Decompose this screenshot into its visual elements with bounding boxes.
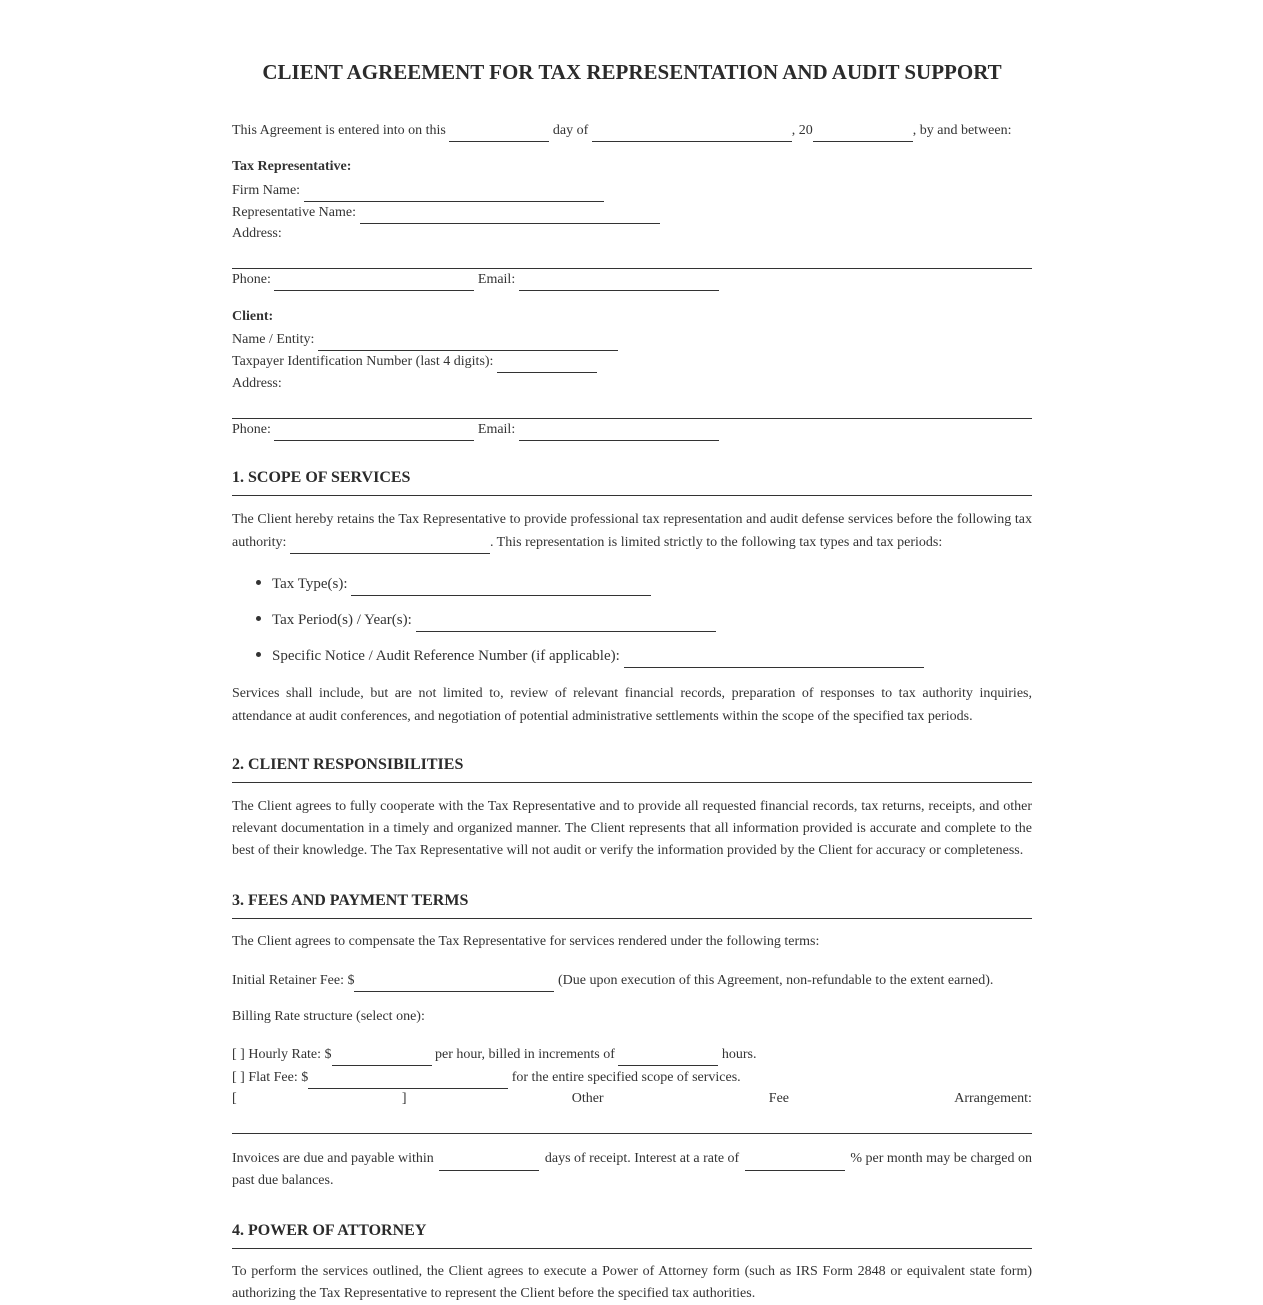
invoice-line-2: past due balances.: [232, 1173, 334, 1188]
hourly-rate-line: [232, 1043, 1032, 1066]
section-1-heading: 1. SCOPE OF SERVICES: [232, 467, 1032, 496]
rep-firm-line: [232, 179, 1032, 202]
rep-name-label: Representative Name:: [232, 205, 357, 220]
flat-fee-text: for the entire specified scope of services.: [511, 1070, 741, 1085]
rep-email-label: Email:: [477, 272, 516, 287]
hourly-rate-blank[interactable]: [332, 1043, 432, 1066]
billing-structure-label: Billing Rate structure (select one):: [232, 1009, 425, 1024]
client-phone-label: Phone:: [232, 422, 271, 437]
rep-contact-line: [232, 268, 1032, 291]
client-email-label: Email:: [477, 422, 516, 437]
tax-period-blank[interactable]: [416, 607, 716, 632]
other-checkbox-open[interactable]: [: [232, 1091, 237, 1106]
rep-name-blank[interactable]: [360, 201, 660, 224]
section-2-heading: 2. CLIENT RESPONSIBILITIES: [232, 754, 1032, 783]
client-name-label: Name / Entity:: [232, 332, 315, 347]
rep-heading: Tax Representative:: [232, 159, 352, 174]
invoice-days-blank[interactable]: [439, 1148, 539, 1171]
client-tin-blank[interactable]: [497, 350, 597, 373]
intro-line: [232, 119, 1032, 142]
year-blank[interactable]: [813, 119, 913, 142]
hourly-checkbox[interactable]: [ ]: [232, 1047, 245, 1062]
retainer-fee-blank[interactable]: [354, 969, 554, 992]
section-1-para-1: [232, 509, 1032, 554]
section-1-para-2: Services shall include, but are not limited to, review of relevant financial records, preparation of responses to tax authority inquiries, attendance at audit conferences, and negotiation of potential administrative settlements within the scope of the specified tax periods.: [232, 686, 1032, 724]
day-blank[interactable]: [449, 119, 549, 142]
document-title: CLIENT AGREEMENT FOR TAX REPRESENTATION AND AUDIT SUPPORT: [262, 60, 1002, 84]
client-phone-blank[interactable]: [274, 418, 474, 441]
client-name-blank[interactable]: [318, 328, 618, 351]
client-name-line: [232, 328, 1032, 351]
client-tin-label: Taxpayer Identification Number (last 4 digits):: [232, 354, 494, 369]
retainer-label: Initial Retainer Fee: $: [232, 973, 355, 988]
flat-fee-checkbox[interactable]: [ ]: [232, 1070, 245, 1085]
interest-rate-blank[interactable]: [745, 1148, 845, 1171]
bullet-icon: [256, 580, 261, 585]
tax-type-blank[interactable]: [351, 571, 651, 596]
client-contact-line: [232, 418, 1032, 441]
flat-fee-line: [232, 1066, 1032, 1089]
hourly-suffix: hours.: [721, 1047, 757, 1062]
bullet-tax-type: [272, 571, 651, 596]
invoice-text-c: % per month may be charged on: [850, 1151, 1032, 1166]
firm-label: Firm Name:: [232, 183, 301, 198]
bullet-icon: [256, 616, 261, 621]
tax-period-label: Tax Period(s) / Year(s):: [272, 612, 412, 628]
intro-text-3: , 20: [791, 123, 813, 138]
rep-address-label: Address:: [232, 226, 282, 241]
other-word-1: Other: [571, 1091, 604, 1106]
hourly-text: per hour, billed in increments of: [435, 1047, 615, 1062]
other-word-2: Fee: [768, 1091, 790, 1106]
client-tin-line: [232, 350, 1032, 373]
notice-ref-label: Specific Notice / Audit Reference Number (if applicable):: [272, 648, 620, 664]
intro-text-2: day of: [552, 123, 589, 138]
intro-text-1: This Agreement is entered into on this: [232, 123, 446, 138]
retainer-note: (Due upon execution of this Agreement, non-refundable to the extent earned).: [557, 973, 994, 988]
rep-phone-label: Phone:: [232, 272, 271, 287]
client-address-label: Address:: [232, 376, 282, 391]
section-3-heading: 3. FEES AND PAYMENT TERMS: [232, 890, 1032, 919]
flat-fee-blank[interactable]: [308, 1066, 508, 1089]
section-4-para-1: To perform the services outlined, the Client agrees to execute a Power of Attorney form (such as IRS Form 2848 or equivalent state form) authorizing the Tax Representative to represent the Client before the specified tax authorities.: [232, 1264, 1032, 1301]
flat-fee-label: Flat Fee: $: [248, 1070, 309, 1085]
other-fee-line: [232, 1088, 1032, 1110]
other-fee-blank[interactable]: [232, 1133, 1032, 1134]
rep-phone-blank[interactable]: [274, 268, 474, 291]
section-4-heading: 4. POWER OF ATTORNEY: [232, 1220, 1032, 1249]
rep-email-blank[interactable]: [519, 268, 719, 291]
s1-p1-text-b: . This representation is limited strictly to the following tax types and tax periods:: [489, 535, 943, 550]
notice-ref-blank[interactable]: [624, 643, 924, 668]
increment-blank[interactable]: [618, 1043, 718, 1066]
bullet-icon: [256, 652, 261, 657]
bullet-tax-period: [272, 607, 716, 632]
client-heading: Client:: [232, 309, 274, 324]
section-3-para-1: The Client agrees to compensate the Tax Representative for services rendered under the following terms:: [232, 934, 820, 949]
tax-authority-blank[interactable]: [290, 531, 490, 554]
intro-text-4: , by and between:: [912, 123, 1012, 138]
month-blank[interactable]: [592, 119, 792, 142]
other-word-3: Arrangement:: [954, 1091, 1032, 1106]
rep-name-line: [232, 201, 1032, 224]
client-email-blank[interactable]: [519, 418, 719, 441]
section-2-para-1: The Client agrees to fully cooperate with the Tax Representative and to provide all requested financial records, tax returns, receipts, and other relevant documentation in a timely and organized manner. The Client represents that all information provided is accurate and complete to the best of their knowledge. The Tax Representative will not audit or verify the information provided by the Client for accuracy or completeness.: [232, 799, 1032, 858]
tax-type-label: Tax Type(s):: [272, 576, 348, 592]
retainer-line: [232, 969, 1032, 992]
other-checkbox-close[interactable]: ]: [401, 1091, 407, 1106]
firm-name-blank[interactable]: [304, 179, 604, 202]
invoice-text-b: days of receipt. Interest at a rate of: [544, 1151, 740, 1166]
s1-p1-text-a: The Client hereby retains the Tax Representative to provide professional tax representation and audit defense services before the following tax authority:: [232, 512, 1032, 550]
hourly-label: Hourly Rate: $: [248, 1047, 332, 1062]
invoice-line: [232, 1148, 1032, 1171]
invoice-text-a: Invoices are due and payable within: [232, 1151, 434, 1166]
bullet-notice-ref: [272, 643, 924, 668]
